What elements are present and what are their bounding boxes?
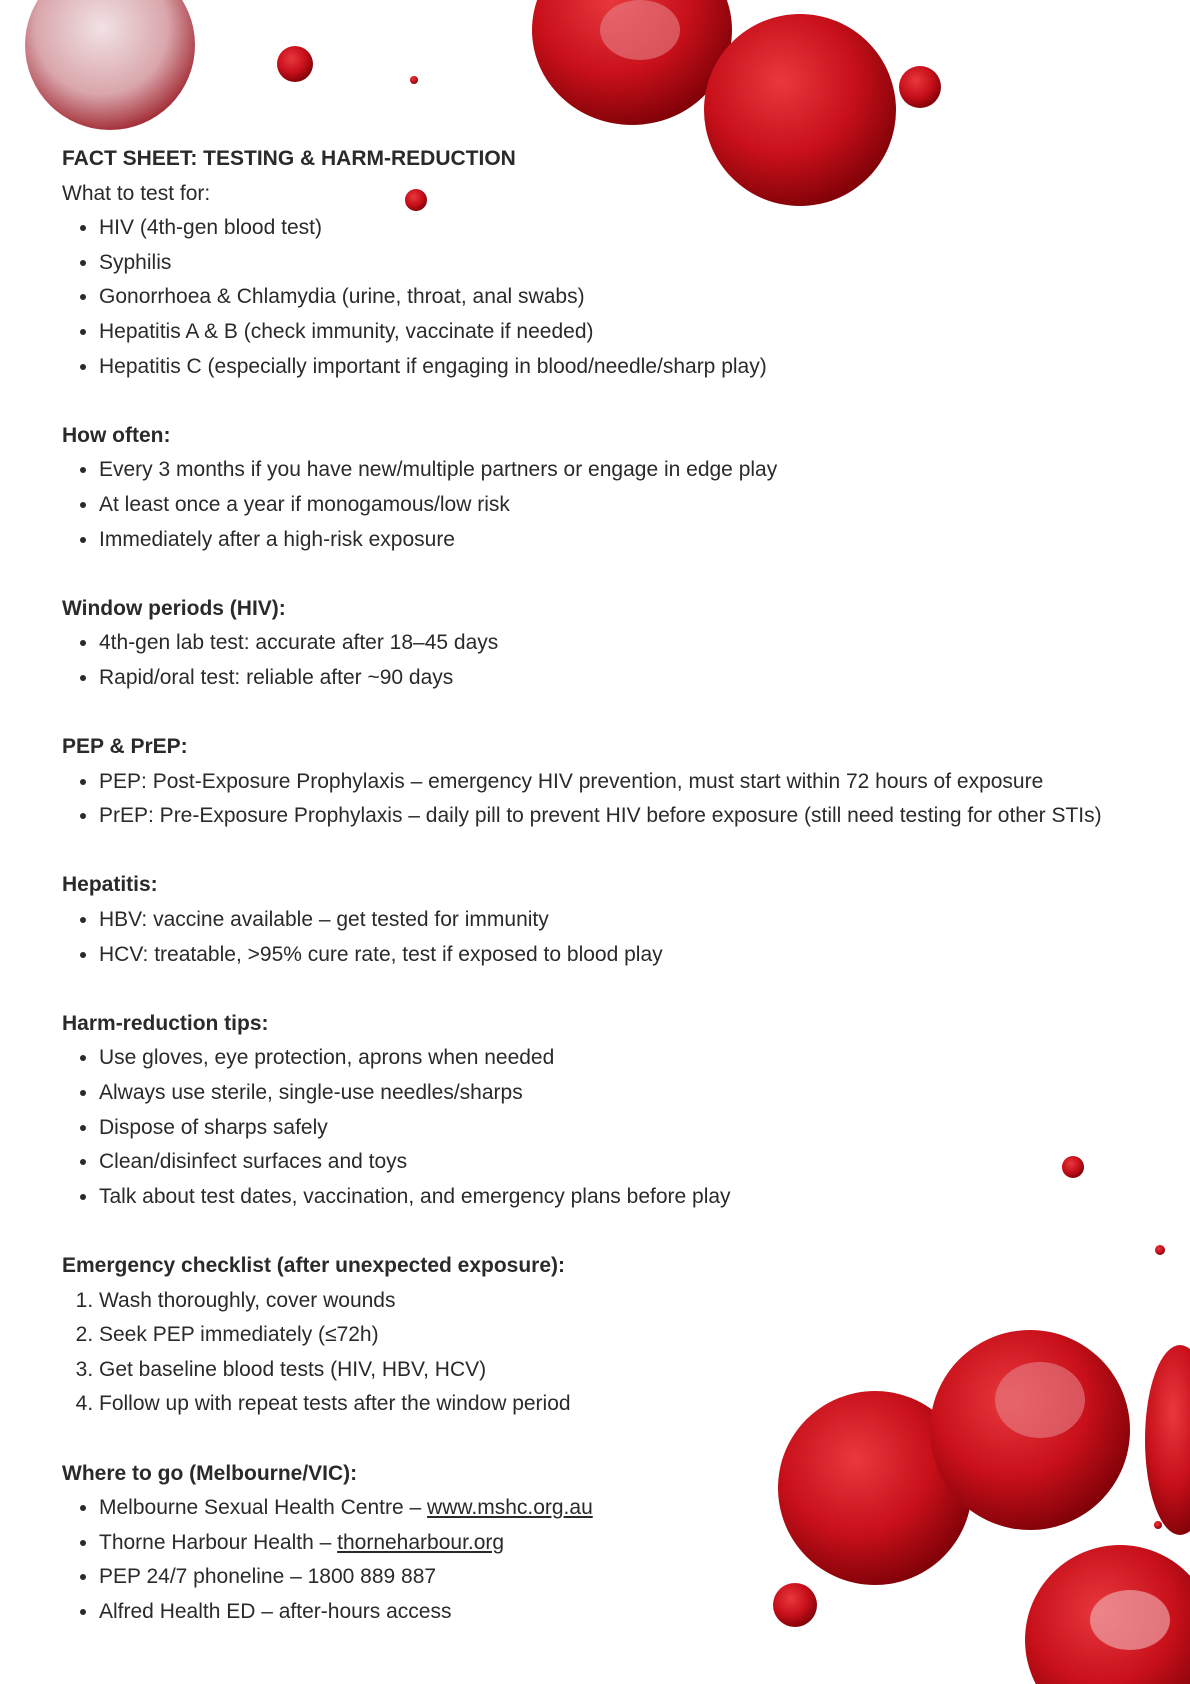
list-item: • Dispose of sharps safely	[99, 1111, 1162, 1146]
thorne-label: Thorne Harbour Health –	[99, 1530, 338, 1554]
how-often-list	[62, 453, 1162, 557]
list-item: • PEP 24/7 phoneline – 1800 889 887	[99, 1560, 1162, 1595]
list-item: • 4th-gen lab test: accurate after 18–45 days	[99, 626, 1162, 661]
list-item: • Alfred Health ED – after-hours access	[99, 1595, 1162, 1630]
emergency-checklist	[62, 1284, 1162, 1422]
harm-reduction-heading: Harm-reduction tips:	[62, 1011, 269, 1035]
list-item: • Talk about test dates, vaccination, and emergency plans before play	[99, 1180, 1162, 1215]
blood-drop-highlight	[600, 0, 680, 60]
list-item: • PEP: Post-Exposure Prophylaxis – emergency HIV prevention, must start within 72 hours of exposure	[99, 765, 1162, 800]
list-item: • At least once a year if monogamous/low risk	[99, 488, 1162, 523]
list-item: 4. Follow up with repeat tests after the window period	[99, 1387, 1162, 1422]
hepatitis-list	[62, 903, 1162, 972]
list-item: • Always use sterile, single-use needles/sharps	[99, 1076, 1162, 1111]
list-item: 1. Wash thoroughly, cover wounds	[99, 1284, 1162, 1319]
list-item: • PrEP: Pre-Exposure Prophylaxis – daily pill to prevent HIV before exposure (still need testing for other STIs)	[99, 799, 1162, 834]
list-item	[99, 1491, 1162, 1526]
list-item: • Immediately after a high-risk exposure	[99, 523, 1162, 558]
mshc-label: Melbourne Sexual Health Centre –	[99, 1496, 428, 1520]
page-title: FACT SHEET: TESTING & HARM-REDUCTION	[62, 147, 516, 170]
hepatitis-heading: Hepatitis:	[62, 873, 158, 897]
list-item: • Syphilis	[99, 246, 1162, 281]
thorne-harbour-link[interactable]: thorneharbour.org	[337, 1530, 505, 1554]
list-item: • Use gloves, eye protection, aprons when needed	[99, 1041, 1162, 1076]
list-item: 3. Get baseline blood tests (HIV, HBV, HCV)	[99, 1353, 1162, 1388]
pep-prep-heading: PEP & PrEP:	[62, 735, 188, 759]
list-item: • Gonorrhoea & Chlamydia (urine, throat, anal swabs)	[99, 280, 1162, 315]
list-item: • Every 3 months if you have new/multiple partners or engage in edge play	[99, 453, 1162, 488]
list-item: • Hepatitis A & B (check immunity, vaccinate if needed)	[99, 315, 1162, 350]
pep-prep-list	[62, 765, 1162, 834]
list-item: 2. Seek PEP immediately (≤72h)	[99, 1318, 1162, 1353]
list-item: • Rapid/oral test: reliable after ~90 days	[99, 661, 1162, 696]
window-periods-list	[62, 626, 1162, 695]
list-item: • HIV (4th-gen blood test)	[99, 211, 1162, 246]
emergency-checklist-heading: Emergency checklist (after unexpected exposure):	[62, 1254, 566, 1277]
test-for-list	[62, 211, 1162, 384]
fact-sheet	[62, 142, 1162, 1630]
window-periods-heading: Window periods (HIV):	[62, 596, 286, 620]
list-item: • HCV: treatable, >95% cure rate, test if exposed to blood play	[99, 938, 1162, 973]
list-item: • Hepatitis C (especially important if engaging in blood/needle/sharp play)	[99, 350, 1162, 385]
blood-drop	[25, 0, 195, 130]
where-to-go-list	[62, 1491, 1162, 1629]
list-item: • HBV: vaccine available – get tested for immunity	[99, 903, 1162, 938]
blood-drop	[532, 0, 732, 125]
blood-drop	[899, 66, 941, 108]
blood-drop	[277, 46, 313, 82]
test-for-lead: What to test for:	[62, 181, 211, 205]
list-item: • Clean/disinfect surfaces and toys	[99, 1145, 1162, 1180]
blood-drop	[410, 76, 418, 84]
list-item	[99, 1526, 1162, 1561]
how-often-heading: How often:	[62, 423, 171, 447]
harm-reduction-list	[62, 1041, 1162, 1214]
where-to-go-heading: Where to go (Melbourne/VIC):	[62, 1461, 358, 1485]
mshc-link[interactable]: www.mshc.org.au	[427, 1496, 593, 1520]
